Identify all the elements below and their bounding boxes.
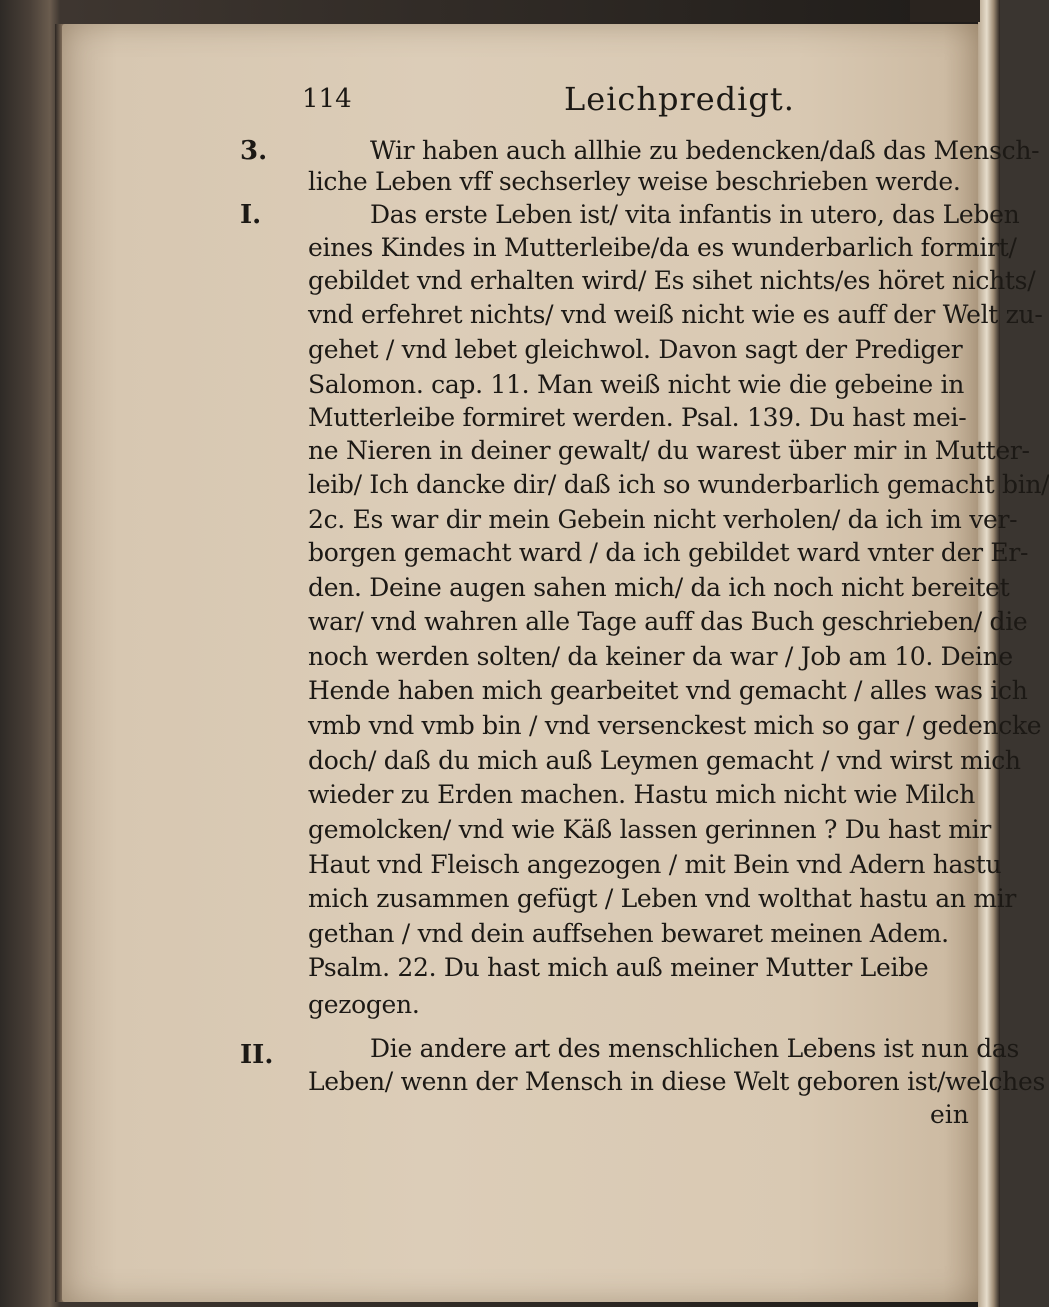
text-line: gebildet vnd erhalten wird/ Es sihet nichts/es höret nichts/ [308,266,1036,295]
text-line: Hende haben mich gearbeitet vnd gemacht / alles was ich [308,676,1028,705]
text-line: gezogen. [308,990,420,1019]
margin-number-II: II. [240,1040,274,1070]
text-line: Das erste Leben ist/ vita infantis in utero, das Leben [370,200,1020,229]
text-line: liche Leben vff sechserley weise beschrieben werde. [308,167,961,196]
text-line: borgen gemacht ward / da ich gebildet ward vnter der Er- [308,538,1029,567]
text-line: doch/ daß du mich auß Leymen gemacht / vnd wirst mich [308,746,1021,775]
text-line: gemolcken/ vnd wie Käß lassen gerinnen ? Du hast mir [308,815,992,844]
text-line: vmb vnd vmb bin / vnd versenckest mich so gar / gedencke [308,711,1042,740]
text-line: Wir haben auch allhie zu bedencken/daß das Mensch- [370,136,1040,165]
text-line: mich zusammen gefügt / Leben vnd wolthat hastu an mir [308,884,1017,913]
running-title: Leichpredigt. [564,80,795,118]
text-line: 2c. Es war dir mein Gebein nicht verholen/ da ich im ver- [308,505,1018,534]
text-line: Salomon. cap. 11. Man weiß nicht wie die gebeine in [308,370,965,399]
margin-number-I: I. [240,200,262,230]
text-line: eines Kindes in Mutterleibe/da es wunderbarlich formirt/ [308,233,1017,262]
text-line: ne Nieren in deiner gewalt/ du warest über mir in Mutter- [308,436,1030,465]
text-line: leib/ Ich dancke dir/ daß ich so wunderbarlich gemacht bin/ [308,470,1049,499]
text-line: gethan / vnd dein auffsehen bewaret meinen Adem. [308,919,949,948]
margin-number-3: 3. [240,136,268,166]
text-line: war/ vnd wahren alle Tage auff das Buch geschrieben/ die [308,607,1028,636]
text-line: gehet / vnd lebet gleichwol. Davon sagt der Prediger [308,335,963,364]
text-line: Haut vnd Fleisch angezogen / mit Bein vnd Adern hastu [308,850,1002,879]
text-line: Leben/ wenn der Mensch in diese Welt geboren ist/welches [308,1067,1045,1096]
text-line: Die andere art des menschlichen Lebens ist nun das [370,1034,1020,1063]
text-line: wieder zu Erden machen. Hastu mich nicht wie Milch [308,780,976,809]
text-line: vnd erfehret nichts/ vnd weiß nicht wie es auff der Welt zu- [308,300,1043,329]
text-line: noch werden solten/ da keiner da war / Job am 10. Deine [308,642,1013,671]
page-number: 114 [302,84,352,114]
text-line: den. Deine augen sahen mich/ da ich noch nicht bereitet [308,573,1010,602]
text-line: Mutterleibe formiret werden. Psal. 139. Du hast mei- [308,403,967,432]
text-line: Psalm. 22. Du hast mich auß meiner Mutter Leibe [308,953,929,982]
catchword: ein [930,1100,969,1129]
